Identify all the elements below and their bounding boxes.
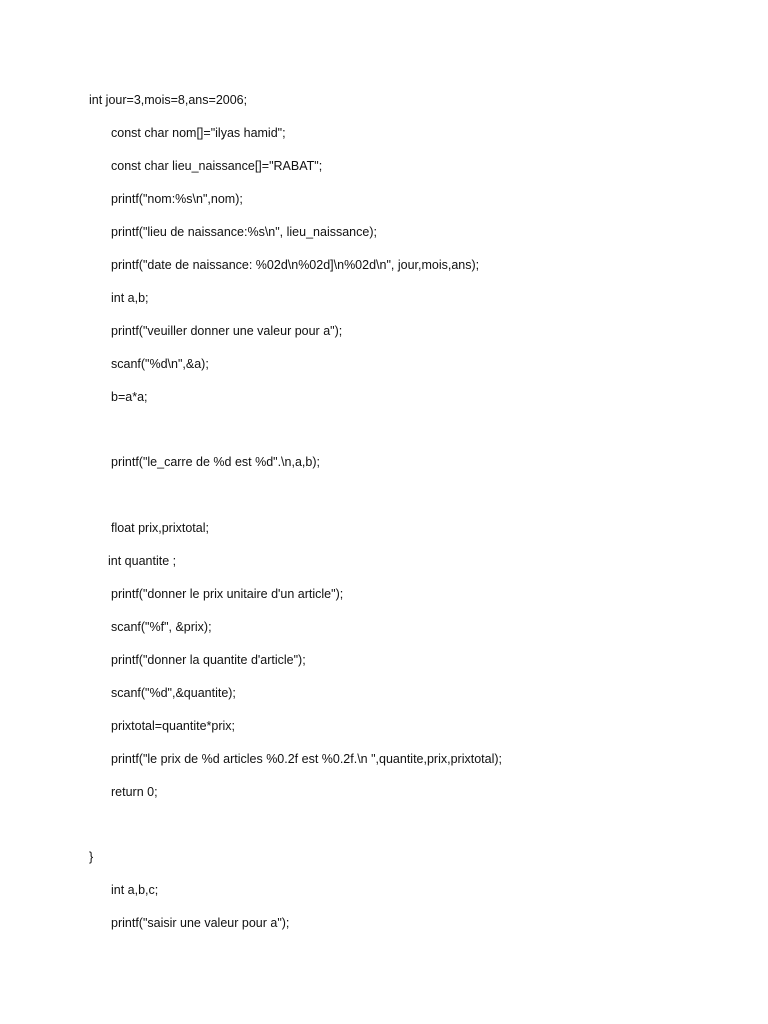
code-line: int jour=3,mois=8,ans=2006; [89, 93, 248, 107]
code-line: float prix,prixtotal; [111, 521, 209, 535]
code-line: b=a*a; [111, 390, 148, 404]
code-line: printf("le prix de %d articles %0.2f est %0.2f.\n ",quantite,prix,prixtotal); [111, 752, 502, 766]
code-line: scanf("%d\n",&a); [111, 357, 209, 371]
code-line: return 0; [111, 785, 158, 799]
code-line: int quantite ; [108, 554, 177, 568]
code-line: const char lieu_naissance[]="RABAT"; [111, 159, 323, 173]
code-line: printf("donner le prix unitaire d'un article"); [111, 587, 344, 601]
code-line: prixtotal=quantite*prix; [111, 719, 236, 733]
code-line: printf("date de naissance: %02d\n%02d]\n%02d\n", jour,mois,ans); [111, 258, 480, 272]
code-line: int a,b; [111, 291, 149, 305]
code-line: printf("nom:%s\n",nom); [111, 192, 243, 206]
code-line: } [89, 850, 94, 864]
code-line: const char nom[]="ilyas hamid"; [111, 126, 286, 140]
code-line: printf("saisir une valeur pour a"); [111, 916, 290, 930]
code-line: printf("lieu de naissance:%s\n", lieu_naissance); [111, 225, 377, 239]
code-line: scanf("%f", &prix); [111, 620, 212, 634]
code-line: printf("veuiller donner une valeur pour a"); [111, 324, 343, 338]
code-line: int a,b,c; [111, 883, 159, 897]
code-line: scanf("%d",&quantite); [111, 686, 236, 700]
code-line: printf("donner la quantite d'article"); [111, 653, 306, 667]
code-line: printf("le_carre de %d est %d".\n,a,b); [111, 455, 320, 469]
